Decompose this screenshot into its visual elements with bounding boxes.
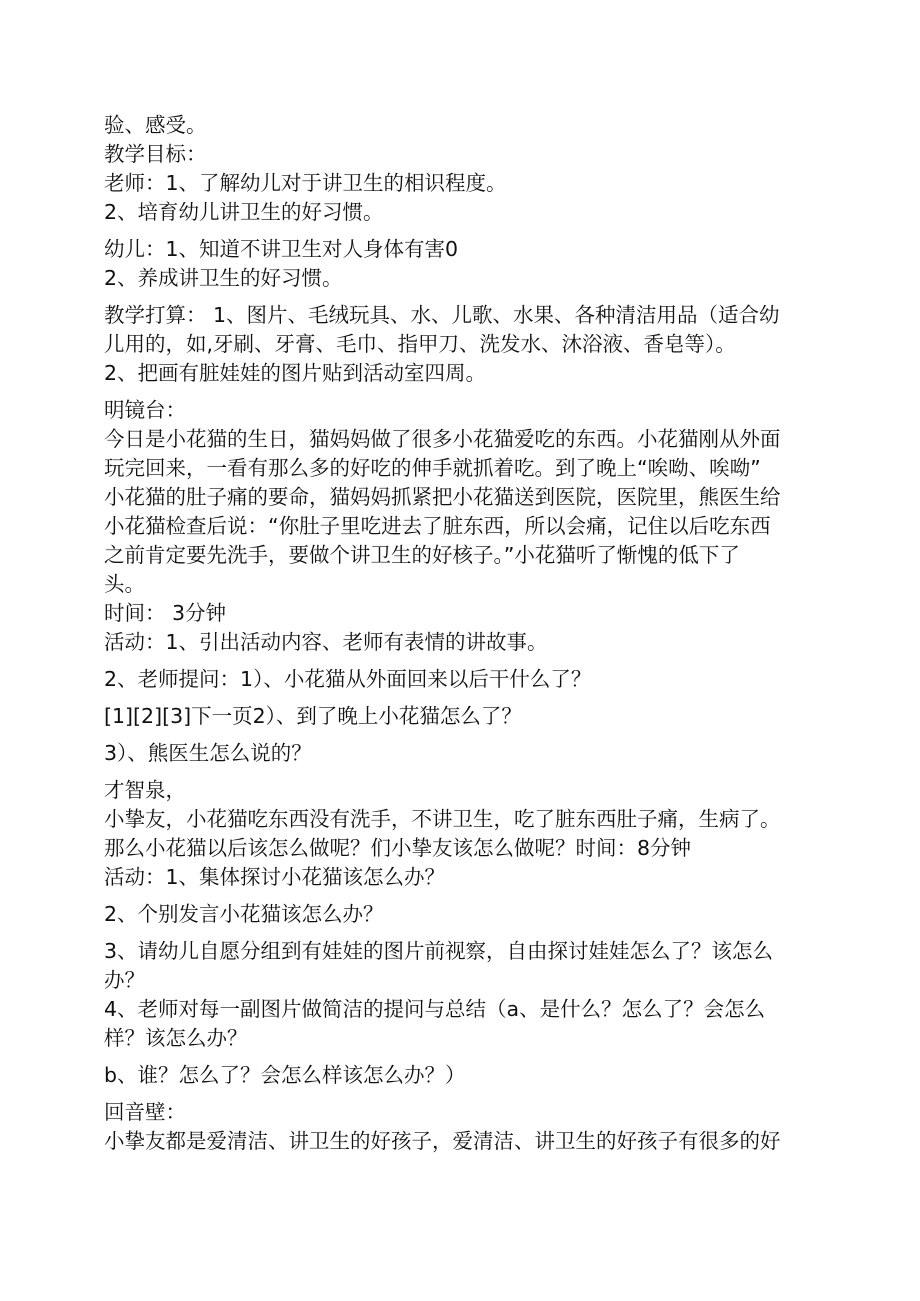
text-line: 小花猫的肚子痛的要命，猫妈妈抓紧把小花猫送到医院，医院里，熊医生给 [104,485,781,509]
text-line: 2、培育幼儿讲卫生的好习惯。 [104,200,384,224]
text-line: 小花猫检查后说：“你肚子里吃进去了脏东西，所以会痛，记住以后吃东西 [104,514,771,538]
section-heading: 教学目标： [104,142,207,166]
document-body [104,111,834,1156]
text-line: 验、感受。 [104,113,207,137]
text-line: 头。 [104,572,145,596]
text-line: 时间： 3分钟 [104,601,227,625]
text-line: 老师：1、了解幼儿对于讲卫生的相识程度。 [104,171,507,195]
text-line: 教学打算： 1、图片、毛绒玩具、水、儿歌、水果、各种清洁用品（适合幼 [104,303,780,327]
text-line: 那么小花猫以后该怎么做呢？们小挚友该怎么做呢？时间：8分钟 [104,836,692,860]
text-line: 今日是小花猫的生日，猫妈妈做了很多小花猫爱吃的东西。小花猫刚从外面 [104,427,781,451]
text-line: 玩完回来，一看有那么多的好吃的伸手就抓着吃。到了晚上“唉呦、唉呦” [104,456,761,480]
text-line: 之前肯定要先洗手，要做个讲卫生的好核子。”小花猫听了惭愧的低下了 [104,543,740,567]
text-line: 4、老师对每一副图片做简洁的提问与总结（a、是什么？怎么了？会怎么 [104,997,766,1021]
text-line: 2、个别发言小花猫该怎么办？ [104,902,384,926]
text-line: 儿用的，如,牙刷、牙膏、毛巾、指甲刀、洗发水、沐浴液、香皂等）。 [104,332,736,356]
text-line: 办？ [104,968,145,992]
text-line: b、谁？怎么了？会怎么样该怎么办？） [104,1063,466,1087]
text-line: 3）、熊医生怎么说的？ [104,741,312,765]
section-heading: 回音壁： [104,1100,186,1124]
text-line: 3、请幼儿自愿分组到有娃娃的图片前视察，自由探讨娃娃怎么了？该怎么 [104,939,774,963]
section-heading: 明镜台： [104,398,186,422]
text-line: 活动：1、集体探讨小花猫该怎么办？ [104,865,446,889]
text-line: 活动：1、引出活动内容、老师有表情的讲故事。 [104,630,548,654]
text-line: 样？该怎么办？ [104,1026,248,1050]
text-line: 小挚友都是爱清洁、讲卫生的好孩子，爱清洁、讲卫生的好孩子有很多的好 [104,1129,781,1153]
text-line: 小挚友，小花猫吃东西没有洗手，不讲卫生，吃了脏东西肚子痛，生病了。 [104,807,781,831]
text-line: 2、养成讲卫生的好习惯。 [104,266,343,290]
text-line: 2、老师提问：1）、小花猫从外面回来以后干什么了？ [104,667,592,691]
section-heading: 才智泉， [104,778,186,802]
text-line: 2、把画有脏娃娃的图片贴到活动室四周。 [104,361,487,385]
text-line: [1][2][3]下一页2）、到了晚上小花猫怎么了？ [104,704,522,728]
text-line: 幼儿：1、知道不讲卫生对人身体有害0 [104,237,459,261]
